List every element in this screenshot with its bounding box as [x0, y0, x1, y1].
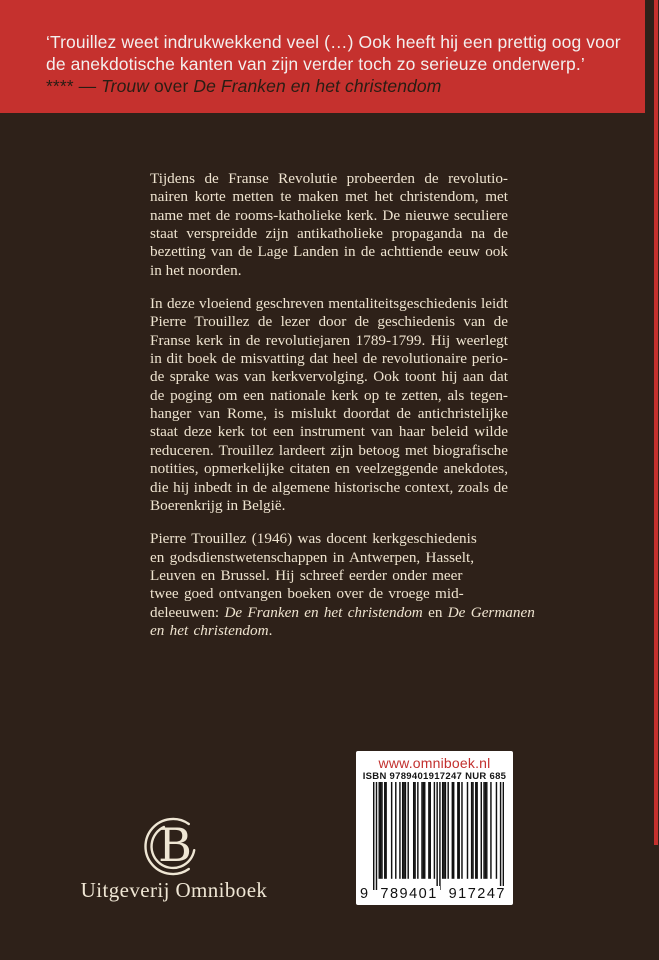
cover-edge-notch: [645, 0, 654, 113]
blurb-line: Pierre Trouillez de lezer door de geschiedenis van de: [150, 313, 508, 331]
omniboek-logo-icon: [140, 812, 208, 880]
blurb-line: en godsdienstwetenschappen in Antwerpen, Hasselt,: [150, 548, 475, 566]
ean-barcode: [373, 782, 504, 890]
blurb-line: Boerenkrijg in België.: [150, 496, 286, 514]
barcode-box: [356, 751, 513, 905]
quote-line: **** — Trouw over De Franken en het christendom: [46, 75, 442, 96]
blurb-line: de poging om een nationale kerk op te zetten, als tegen-: [150, 386, 508, 404]
blurb-paragraph: [150, 530, 535, 640]
blurb-line: reduceren. Trouillez lardeert zijn betoog met biografische: [150, 441, 508, 459]
blurb-line: nairen korte metten te maken met het christendom, met: [150, 188, 508, 206]
ean-digit-group: 917247: [448, 886, 506, 902]
isbn-label: ISBN 9789401917247 NUR 685: [362, 771, 507, 782]
blurb-line: twee goed ontvangen boeken over de vroege mid-: [150, 585, 464, 603]
ean-digit-group: 789401: [380, 886, 438, 902]
blurb-line: deleeuwen: De Franken en het christendom en De Germanen: [150, 603, 535, 621]
quote-line: ‘Trouillez weet indrukwekkend veel (…) Ook heeft hij een prettig oog voor: [46, 32, 621, 52]
blurb-line: die hij inbedt in de algemene historische context, zoals de: [150, 478, 508, 496]
blurb-line: notities, opmerkelijke citaten en veelzeggende anekdotes,: [150, 460, 508, 478]
publisher-name: Uitgeverij Omniboek: [80, 878, 268, 902]
review-quote-band: [0, 0, 646, 113]
blurb-line: in het noorden.: [150, 261, 242, 279]
blurb-line: Tijdens de Franse Revolutie probeerden de revolutio-: [150, 170, 508, 187]
publisher-website: www.omniboek.nl: [378, 755, 491, 771]
blurb-line: Franse kerk in de revolutiejaren 1789-1799. Hij weerlegt: [150, 331, 508, 349]
logo-letter: B: [158, 818, 192, 872]
blurb-paragraph: [150, 170, 508, 280]
ean-digits: [358, 886, 508, 902]
blurb-line: en het christendom.: [150, 621, 273, 639]
blurb-line: bezetting van de Lage Landen in de achttiende eeuw ook: [150, 243, 508, 261]
blurb-line: hanger van Rome, is mislukt doordat de antichristelijke: [150, 405, 508, 423]
cover-edge-stripe: [654, 0, 658, 845]
blurb-line: staat verspreidde zijn antikatholieke propaganda na de: [150, 225, 508, 243]
review-quote: [46, 32, 621, 97]
blurb-line: Leuven en Brussel. Hij schreef eerder onder meer: [150, 566, 463, 584]
blurb-line: in dit boek de misvatting dat heel de revolutionaire perio-: [150, 350, 508, 368]
blurb-line: name met de rooms-katholieke kerk. De nieuwe seculiere: [150, 206, 508, 224]
blurb-text: [150, 170, 535, 655]
blurb-paragraph: [150, 295, 508, 515]
blurb-line: Pierre Trouillez (1946) was docent kerkgeschiedenis: [150, 530, 477, 548]
ean-digit-group: 9: [360, 886, 370, 902]
blurb-line: de sprake was van kerkvervolging. Ook toont hij aan dat: [150, 368, 508, 386]
blurb-line: In deze vloeiend geschreven mentaliteitsgeschiedenis leidt: [150, 295, 508, 313]
quote-line: de anekdotische kanten van zijn verder toch zo serieuze onderwerp.’: [46, 53, 585, 74]
blurb-line: staat deze kerk tot een instrument van haar beleid wilde: [150, 423, 508, 441]
